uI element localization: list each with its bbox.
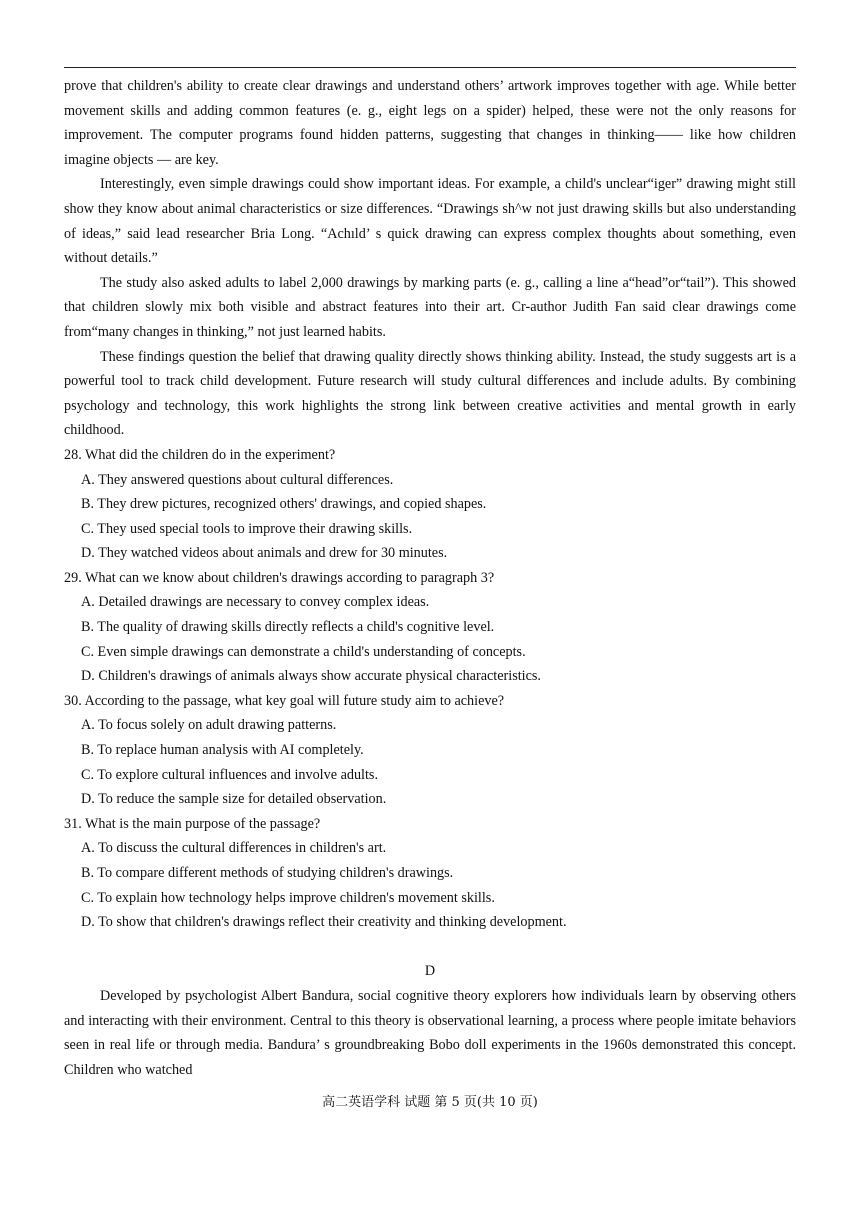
section-d-paragraph: Developed by psychologist Albert Bandura, social cognitive theory explorers how individuals learn by observing others and interacting with their environment. Central to this theory is observational learning, a process where people imitate behaviors seen in real life or through media. Bandura’ s groundbreaking Bobo doll experiments in the 1960s demonstrated this concept. Children who watched <box>64 987 796 1078</box>
option-b: B. To replace human analysis with AI completely. <box>81 742 364 759</box>
page-content <box>64 74 796 1082</box>
option-d: D. Children's drawings of animals always show accurate physical characteristics. <box>81 668 541 685</box>
option-c: C. They used special tools to improve their drawing skills. <box>81 520 413 537</box>
option-c: C. To explain how technology helps improve children's movement skills. <box>81 889 495 906</box>
option-a: A. To discuss the cultural differences in children's art. <box>81 840 387 857</box>
option-a: A. To focus solely on adult drawing patterns. <box>81 717 337 734</box>
paragraph-3: The study also asked adults to label 2,000 drawings by marking parts (e. g., calling a line a“head”or“tail”). This showed that children slowly mix both visible and abstract features into their art. Cr-author Judith Fan said clear drawings come from“many changes in thinking,” not just learned habits. <box>64 274 796 340</box>
question-28 <box>64 443 796 566</box>
option-a: A. They answered questions about cultural differences. <box>81 471 394 488</box>
option-b: B. To compare different methods of studying children's drawings. <box>81 865 454 881</box>
question-text: 28. What did the children do in the experiment? <box>64 446 336 463</box>
header-rule <box>64 67 796 68</box>
question-text: 31. What is the main purpose of the passage? <box>64 815 321 832</box>
option-b: B. The quality of drawing skills directly reflects a child's cognitive level. <box>81 619 495 636</box>
paragraph-4: These findings question the belief that drawing quality directly shows thinking ability. Instead, the study suggests art is a powerful tool to track child development. Future research will study cultural differences and include adults. By combining psychology and technology, this work highlights the strong link between creative activities and mental growth in early childhood. <box>64 348 796 439</box>
option-d: D. They watched videos about animals and drew for 30 minutes. <box>81 545 448 562</box>
option-c: C. To explore cultural influences and involve adults. <box>81 766 379 783</box>
section-d-title: D <box>424 963 436 980</box>
option-d: D. To show that children's drawings reflect their creativity and thinking development. <box>81 914 567 931</box>
intro-paragraph: prove that children's ability to create clear drawings and understand others’ artwork improves together with age. While better movement skills and adding common features (e. g., eight legs on a spider) helped, these were not the only reasons for improvement. The computer programs found hidden patterns, suggesting that changes in thinking—— like how children imagine objects — are key. <box>64 78 796 168</box>
question-text: 30. According to the passage, what key goal will future study aim to achieve? <box>64 692 505 709</box>
question-text: 29. What can we know about children's drawings according to paragraph 3? <box>64 569 495 586</box>
page-footer: 高二英语学科 试题 第 5 页(共 10 页) <box>322 1095 538 1110</box>
option-a: A. Detailed drawings are necessary to convey complex ideas. <box>81 594 430 611</box>
section-spacer <box>64 935 796 960</box>
question-31 <box>64 812 796 935</box>
paragraph-2: Interestingly, even simple drawings could show important ideas. For example, a child's unclear“iger” drawing might still show they know about animal characteristics or size differences. “Drawings sh^w not just drawing skills but also understanding of ideas,” said lead researcher Bria Long. “Achıld’ s quick drawing can express complex thoughts about something, even without details.” <box>64 176 796 267</box>
option-d: D. To reduce the sample size for detailed observation. <box>81 791 387 808</box>
option-b: B. They drew pictures, recognized others' drawings, and copied shapes. <box>81 496 487 513</box>
question-30 <box>64 689 796 812</box>
question-29 <box>64 566 796 689</box>
option-c: C. Even simple drawings can demonstrate a child's understanding of concepts. <box>81 643 526 660</box>
